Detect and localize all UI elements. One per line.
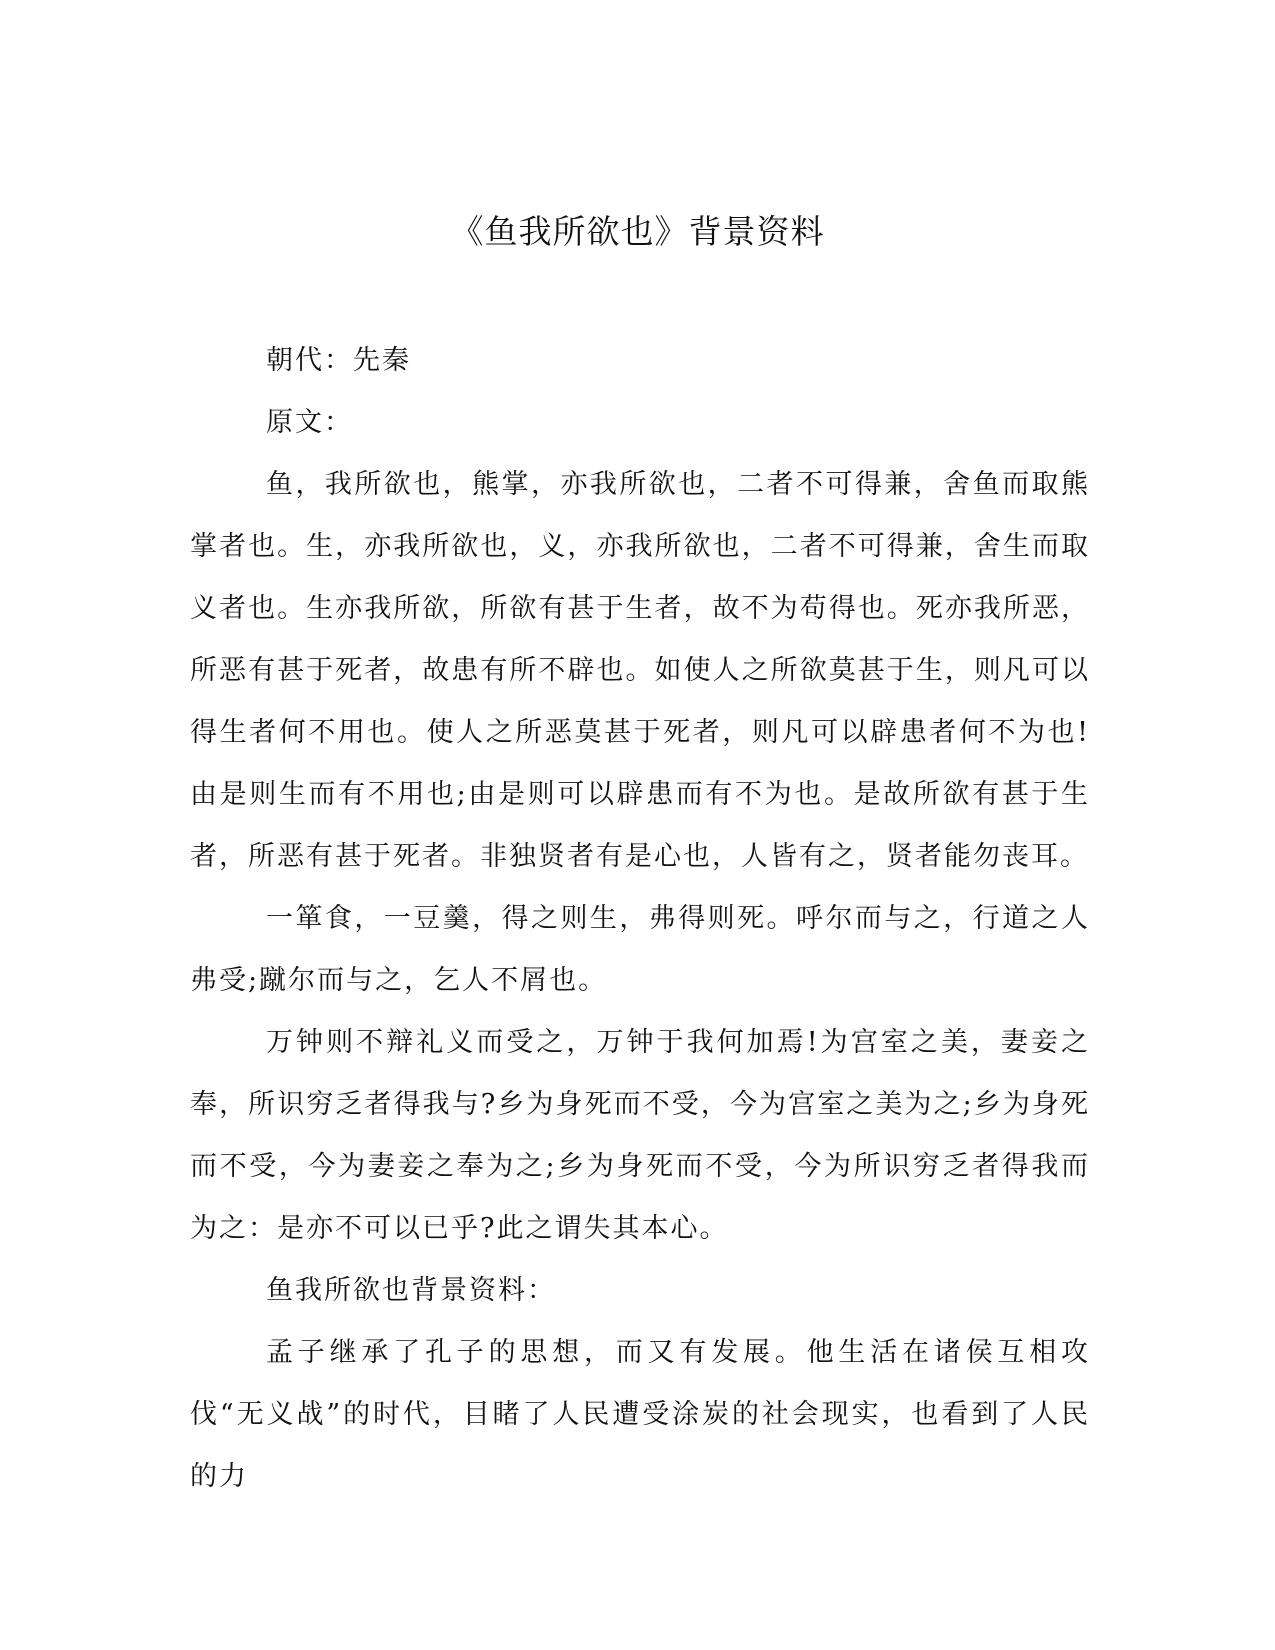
paragraph-original-text-label: 原文：	[266, 407, 353, 438]
document-body	[190, 330, 1090, 1508]
paragraph-original-text-1: 鱼，我所欲也，熊掌，亦我所欲也，二者不可得兼，舍鱼而取熊掌者也。生，亦我所欲也，义，亦我所欲也，二者不可得兼，舍生而取义者也。生亦我所欲，所欲有甚于生者，故不为苟得也。死亦我所恶，所恶有甚于死者，故患有所不辟也。如使人之所欲莫甚于生，则凡可以得生者何不用也。使人之所恶莫甚于死者，则凡可以辟患者何不为也!由是则生而有不用也;由是则可以辟患而有不为也。是故所欲有甚于生者，所恶有甚于死者。非独贤者有是心也，人皆有之，贤者能勿丧耳。	[190, 469, 1090, 872]
paragraph-background-label: 鱼我所欲也背景资料：	[266, 1275, 556, 1306]
document-title: 《鱼我所欲也》背景资料	[450, 212, 825, 251]
paragraph-original-text-3: 万钟则不辩礼义而受之，万钟于我何加焉!为宫室之美，妻妾之奉，所识穷乏者得我与?乡为身死而不受，今为宫室之美为之;乡为身死而不受，今为妻妾之奉为之;乡为身死而不受，今为所识穷乏者得我而为之：是亦不可以已乎?此之谓失其本心。	[190, 1027, 1090, 1244]
paragraph-original-text-2: 一箪食，一豆羹，得之则生，弗得则死。呼尔而与之，行道之人弗受;蹴尔而与之，乞人不屑也。	[190, 903, 1090, 996]
paragraph-background-text: 孟子继承了孔子的思想，而又有发展。他生活在诸侯互相攻伐“无义战”的时代，目睹了人民遭受涂炭的社会现实，也看到了人民的力	[190, 1337, 1090, 1492]
paragraph-dynasty: 朝代：先秦	[266, 345, 411, 376]
